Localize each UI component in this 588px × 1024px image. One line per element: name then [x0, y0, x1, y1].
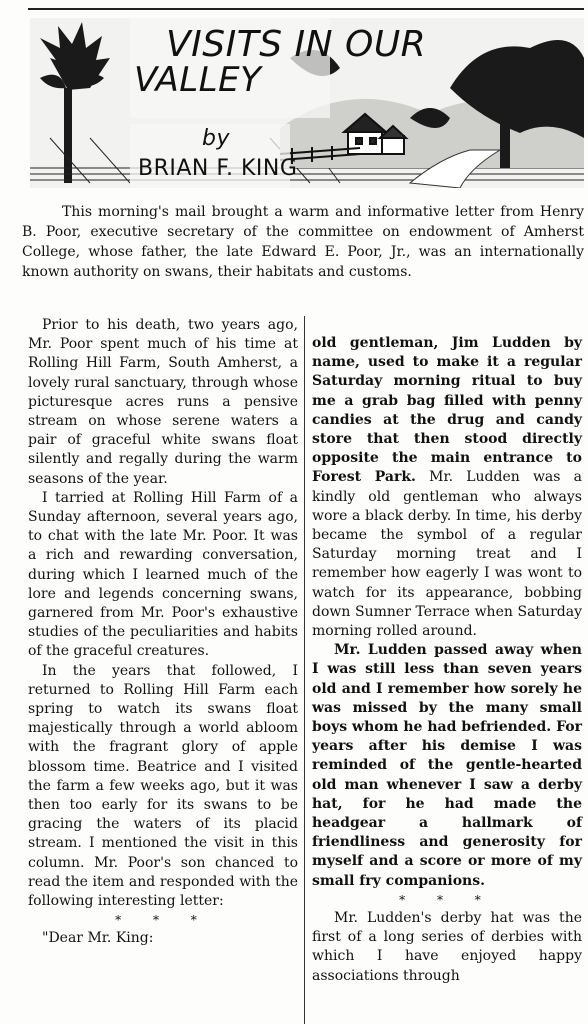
masthead-title-line2: VALLEY	[134, 60, 262, 100]
left-paragraph-2: I tarried at Rolling Hill Farm of a Sunday afternoon, several years ago, to chat with the late Mr. Poor. It was a rich and rewarding conversation, during which I learned much of the lore and legends concerning swans, garnered from Mr. Poor's exhaustive studies of the peculiarities and habits of the graceful creatures.	[28, 489, 298, 660]
right-paragraph-2	[312, 641, 582, 891]
right-column	[312, 334, 582, 986]
section-break-stars-right: * * *	[399, 892, 495, 907]
left-column	[28, 316, 298, 949]
left-paragraph-4: "Dear Mr. King:	[42, 930, 154, 947]
masthead-title-line1: VISITS IN OUR	[166, 24, 427, 65]
section-break-stars: * * *	[115, 913, 211, 928]
column-divider	[304, 316, 305, 1024]
intro-paragraph	[22, 202, 584, 282]
column-masthead	[30, 18, 584, 188]
right-paragraph-1	[312, 334, 582, 641]
right-paragraph-1-rest: Mr. Ludden was a kindly old gentleman who always wore a black derby. In time, his derby became the symbol of a regular Saturday morning treat and I remember how eagerly I was wont to watch for its appearance, bobbing down Sumner Terrace when Saturday morning rolled around.	[312, 469, 582, 640]
masthead-author: BRIAN F. KING	[138, 156, 298, 181]
intro-text: This morning's mail brought a warm and informative letter from Henry B. Poor, executive secretary of the committee on endowment of Amherst College, whose father, the late Edward E. Poor, Jr., was an internationally known authority on swans, their habitats and customs.	[22, 204, 584, 280]
right-paragraph-1-bold: old gentleman, Jim Ludden by name, used to make it a regular Saturday morning ritual to buy me a grab bag filled with penny candies at the drug and candy store that then stood directly opposite the main entrance to Forest Park.	[312, 335, 582, 486]
right-paragraph-2-bold: Mr. Ludden passed away when I was still less than seven years old and I remember how sorely he was missed by the many small boys whom he had befriended. For years after his demise I was reminded of the gentle-hearted old man whenever I saw a derby hat, for he had made the headgear a hallmark of friendliness and generosity for myself and a score or more of my small fry companions.	[312, 642, 582, 889]
left-paragraph-1: Prior to his death, two years ago, Mr. Poor spent much of his time at Rolling Hill Farm, South Amherst, a lovely rural sanctuary, through whose picturesque acres runs a pensive stream on whose serene waters a pair of graceful white swans float silently and regally during the warm seasons of the year.	[28, 317, 298, 487]
top-rule	[28, 8, 584, 10]
masthead-by: by	[202, 126, 230, 151]
right-paragraph-3: Mr. Ludden's derby hat was the first of a long series of derbies with which I have enjoyed happy associations through	[312, 909, 582, 984]
left-paragraph-3: In the years that followed, I returned to Rolling Hill Farm each spring to watch its swans float majestically through a world abloom with the fragrant glory of apple blossom time. Beatrice and I visited the farm a few weeks ago, but it was then too early for its swans to be gracing the waters of its placid stream. I mentioned the visit in this column. Mr. Poor's son chanced to read the item and responded with the following interesting letter:	[28, 662, 298, 910]
